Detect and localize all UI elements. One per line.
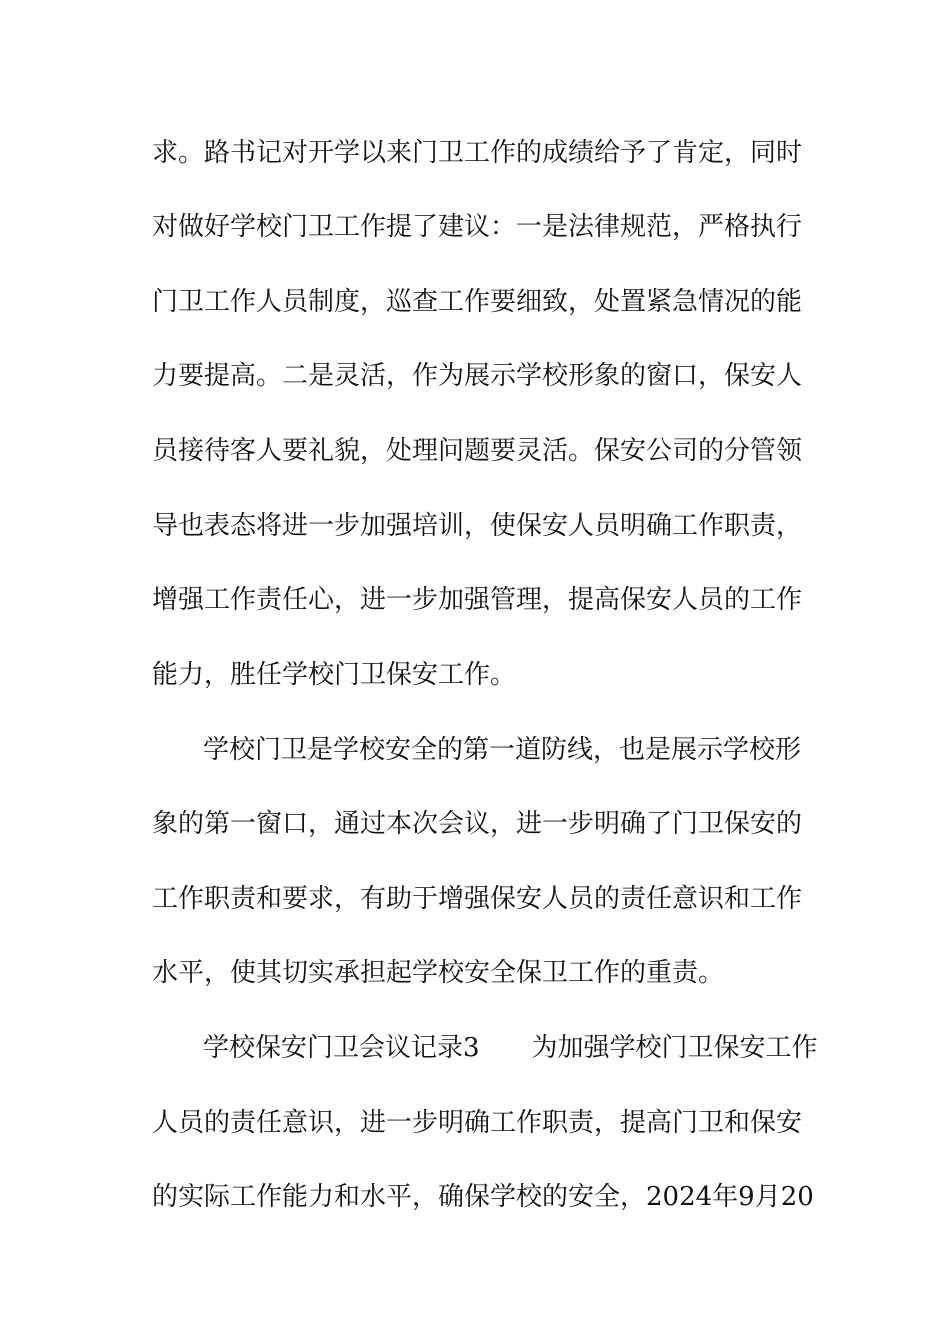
text-line-15: 的实际工作能力和水平，确保学校的安全，2024年9月20 — [152, 1182, 814, 1212]
text-line-9: 学校门卫是学校安全的第一道防线，也是展示学校形 — [203, 735, 802, 765]
text-line-13: 学校保安门卫会议记录3 为加强学校门卫保安工作 — [203, 1033, 818, 1063]
text-line-6: 导也表态将进一步加强培训，使保安人员明确工作职责， — [152, 511, 803, 541]
text-line-1: 求。路书记对开学以来门卫工作的成绩给予了肯定，同时 — [152, 138, 803, 168]
text-line-3: 门卫工作人员制度，巡查工作要细致，处置紧急情况的能 — [152, 287, 803, 317]
text-line-5: 员接待客人要礼貌，处理问题要灵活。保安公司的分管领 — [152, 436, 803, 466]
text-line-7: 增强工作责任心，进一步加强管理，提高保安人员的工作 — [152, 585, 803, 615]
text-line-14: 人员的责任意识，进一步明确工作职责，提高门卫和保安 — [152, 1108, 803, 1138]
text-line-4: 力要提高。二是灵活，作为展示学校形象的窗口，保安人 — [152, 361, 803, 391]
text-line-10: 象的第一窗口，通过本次会议，进一步明确了门卫保安的 — [152, 809, 803, 839]
text-line-2: 对做好学校门卫工作提了建议：一是法律规范，严格执行 — [152, 212, 803, 242]
text-line-8: 能力，胜任学校门卫保安工作。 — [152, 660, 517, 690]
text-line-12: 水平，使其切实承担起学校安全保卫工作的重责。 — [152, 958, 725, 988]
text-line-11: 工作职责和要求，有助于增强保安人员的责任意识和工作 — [152, 884, 803, 914]
